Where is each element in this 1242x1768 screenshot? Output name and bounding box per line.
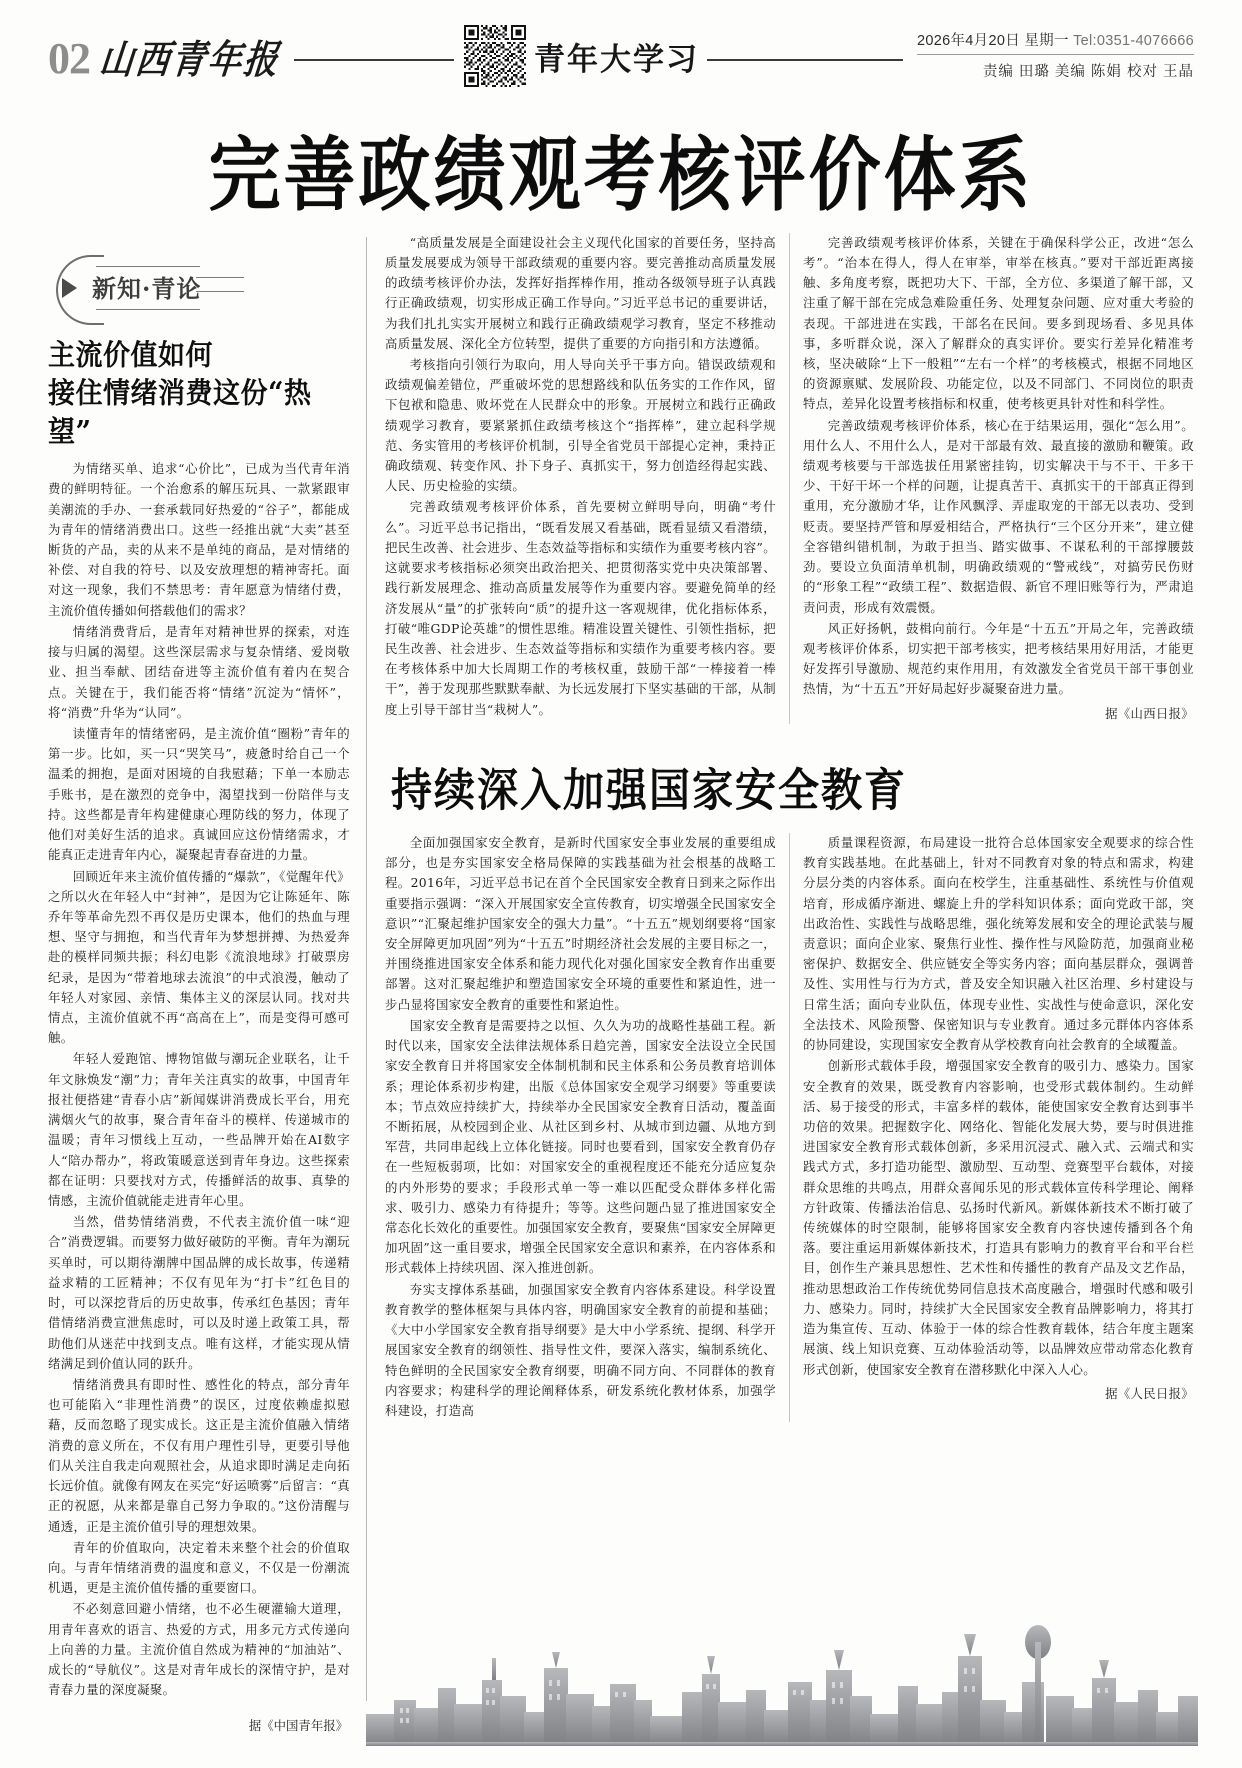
page-title: 完善政绩观考核评价体系 xyxy=(208,126,1034,222)
badge-line-4 xyxy=(196,291,244,292)
staff-credits: 责编 田璐 美编 陈娟 校对 王晶 xyxy=(982,64,1194,80)
article-one-col-2 xyxy=(790,233,1194,724)
masthead-rule-right xyxy=(707,59,903,61)
paragraph: 情绪消费具有即时性、感性化的特点，部分青年也可能陷入“非理性消费”的误区，过度依赖虚拟慰藉，反而忽略了现实成长。这正是主流价值融入情绪消费的意义所在，不仅有用户理性引导，更要引导他们从关注自我走向观照社会，从追求即时满足走向拓长远价值。就像有网友在买完“好运喷雾”后留言：“真正的祝愿，从来都是靠自己努力争取的。”这份清醒与通透，正是主流价值引导的理想效果。 xyxy=(48,1376,350,1534)
paper-nameplate: 山西青年报 xyxy=(97,37,282,84)
paragraph: 读懂青年的情绪密码，是主流价值“圈粉”青年的第一步。比如，买一只“哭笑马”，疲惫时给自己一个温柔的拥抱，是面对困境的自我慰藉；下单一本励志手账书，是在激烈的竞争中，渴望找到一份陪伴与支持。这些都是青年构建健康心理防线的努力，体现了他们对美好生活的追求。真诚回应这份情绪需求，才能真正走进青年内心，凝聚起青春奋进的力量。 xyxy=(48,725,350,863)
article-two xyxy=(385,833,1194,1422)
article-one-col-1 xyxy=(385,233,789,724)
badge-line-3 xyxy=(196,277,244,278)
article-two-col-2 xyxy=(790,833,1194,1422)
paragraph: 不必刻意回避小情绪，也不必生硬灌输大道理，用青年喜欢的语言、热爱的方式，用多元方式传递向上向善的力量。主流价值自然成为精神的“加油站”、成长的“导航仪”。这是对青年成长的深情守护，是对青春力量的深度凝聚。 xyxy=(48,1601,350,1698)
publication-date: 2026年4月20日 xyxy=(917,33,1020,49)
paragraph: 青年的价值取向，决定着未来整个社会的价值取向。与青年情绪消费的温度和意义，不仅是一份潮流机遇，更是主流价值传播的重要窗口。 xyxy=(48,1539,350,1596)
section-badge xyxy=(48,251,350,325)
article-two-col-1 xyxy=(385,833,789,1422)
masthead xyxy=(48,0,1194,112)
paragraph: 质量课程资源，布局建设一批符合总体国家安全观要求的综合性教育实践基地。在此基础上，针对不同教育对象的特点和需求，构建分层分类的内容体系。面向在校学生，注重基础性、系统性与价值观培育，形成循序渐进、螺旋上升的学科知识体系；面向党政干部，突出政治性、实践性与战略思维，强化统筹发展和安全的理论武装与履责意识；面向企业家、聚焦行业性、操作性与风险防范，加强商业秘密保护、数据安全、供应链安全等实务内容；面向基层群众，强调普及性、实用性与行为方式，普及安全知识融入社区治理、乡村建设与日常生活；面向专业队伍，体现专业性、实战性与使命意识，深化安全法技术、风险预警、保密知识与专业教育。通过多元群体内容体系的协同建设，实现国家安全教育从学校教育向社会教育的全域覆盖。 xyxy=(803,834,1194,1053)
paragraph: 风正好扬帆，鼓楫向前行。今年是“十五五”开局之年，完善政绩观考核评价体系，切实把干部考核实，把考核结果用好用活，才能更好发挥引导激励、规范约束作用用，有效激发全省党员干部干事创业热情，为“十五五”开好局起好步凝聚奋进力量。 xyxy=(803,620,1194,697)
play-triangle-icon xyxy=(62,278,77,298)
paragraph: 创新形式载体手段，增强国家安全教育的吸引力、感染力。国家安全教育的效果，既受教育内容影响，也受形式载体制约。生动鲜活、易于接受的形式，丰富多样的载体，能使国家安全教育达到事半功倍的效果。把握数字化、网络化、智能化发展大势，要与时俱进推进国家安全教育形式载体创新，多采用沉浸式、融入式、云端式和实践式方式，多打造功能型、激励型、互动型、竞赛型平台载体，对接群众思维的共鸣点，用群众喜闻乐见的形式载体宣传科学理论、阐释方针政策、传播法治信息、弘扬时代新风。新媒体新技术不断打破了传统媒体的时空限制，能够将国家安全教育内容快速传播到各个角落。要注重运用新媒体新技术，打造具有影响力的教育平台和平台栏目，创作生产兼具思想性、艺术性和传播性的教育产品及文艺作品，推动思想政治工作传统优势同信息技术高度融合，增强时代感和吸引力、感染力。同时，持续扩大全民国家安全教育品牌影响力，将其打造为集宣传、互动、体验于一体的综合性教育载体，结合年度主题案展演、线上知识竞赛、互动体验活动等，以品牌效应带动常态化教育形式创新，使国家安全教育在潜移默化中深入人心。 xyxy=(803,1058,1194,1377)
paragraph: 情绪消费背后，是青年对精神世界的探索，对连接与归属的渴望。这些深层需求与复杂情绪、爱岗敬业、担当奉献、团结奋进等主流价值有着内在契合点。关键在于，我们能否将“情绪”沉淀为“情怀”，将“消费”升华为“认同”。 xyxy=(48,623,350,720)
paragraph: 夯实支撑体系基础，加强国家安全教育内容体系建设。科学设置教育教学的整体框架与具体内容，明确国家安全教育的前提和基础；《大中小学国家安全教育指导纲要》是大中小学系统、提纲、科学开展国家安全教育的纲领性、指导性文件，要深入落实，编制系统化、特色鲜明的全民国家安全教育纲要，明确不同方向、不同群体的教育内容要求；构建科学的理论阐释体系，研发系统化教材体系，加强学科建设，打造高 xyxy=(385,1281,776,1418)
paragraph: 国家安全教育是需要持之以恒、久久为功的战略性基础工程。新时代以来，国家安全法律法规体系日趋完善，国家安全法设立全民国家安全教育日并将国家安全体制机制和民主体系和公务员教育培训体系；理论体系初步构建，出版《总体国家安全观学习纲要》等重要读本；节点效应持续扩大，持续举办全民国家安全教育日活动，覆盖面不断拓展，从校园到企业、从社区到乡村、从城市到边疆、从地方到军营，共同串起线上立体化链接。同时也要看到，国家安全教育仍存在一些短板弱项，比如：对国家安全的重视程度还不能充分适应复杂的内外形势的要求；手段形式单一等一难以匹配受众群体多样化需求、吸引力、感染力有待提升；等等。这些问题凸显了推进国家安全常态化长效化的重要性。加强国家安全教育，要聚焦“国家安全屏障更加巩固”这一重目要求，增强全民国家安全意识和素养，在内容体系和形式载体上持续巩固、深入推进创新。 xyxy=(385,1017,776,1276)
paragraph: 年轻人爱跑馆、博物馆做与潮玩企业联名，让千年文脉焕发“潮”力；青年关注真实的故事，中国青年报社便搭建“青春小店”新闻媒讲消费成长平台，用充满烟火气的故事，聚合青年奋斗的模样、传递城市的温暖；青年习惯线上互动，一些品牌开始在AI数字人“陪办帮办”，将政策暖意送到青年身边。这些探索都在证明：只要找对方式，传播鲜活的故事、真挚的情感，主流价值就能走进青年心里。 xyxy=(48,1051,350,1209)
right-column xyxy=(367,233,1194,1423)
paragraph: “高质量发展是全面建设社会主义现代化国家的首要任务，坚持高质量发展要成为领导干部政绩观的重要内容。要完善推动高质量发展的政绩考核评价办法，发挥好指挥棒作用，推动各级领导班子认真践行正确政绩观，切实形成正确工作导向。”习近平总书记的重要讲话，为我们扎扎实实开展树立和践行正确政绩观学习教育，坚定不移推动高质量发展、深化全方位转型，提供了重要的方向指引和方法遵循。 xyxy=(385,234,776,351)
badge-line-1 xyxy=(96,266,200,267)
paragraph: 当然，借势情绪消费，不代表主流价值一味“迎合”消费逻辑。而要努力做好破防的平衡。青年为潮玩买单时，可以期待潮牌中国品牌的成长故事，传递精益求精的工匠精神；不仅有见年为“打卡”红色目的时，可以深挖背后的历史故事，传承红色基因；青年借情绪消费宣泄焦虑时，可以及时递上政策工具，帮助他们从迷茫中找到支点。唯有这样，才能实现从情绪满足到价值认同的跃升。 xyxy=(48,1214,350,1371)
left-article-title-line1: 主流价值如何 xyxy=(48,338,213,372)
page-number: 02 xyxy=(48,34,90,83)
article-one xyxy=(385,233,1194,724)
qr-code-icon[interactable] xyxy=(464,25,526,87)
weekday: 星期一 xyxy=(1024,33,1069,49)
meta-divider xyxy=(917,54,1194,55)
column-brand: 青年大学习 xyxy=(534,41,699,78)
paragraph: 全面加强国家安全教育，是新时代国家安全事业发展的重要组成部分，也是夯实国家安全格局保障的实践基础为社会根基的战略工程。2016年，习近平总书记在首个全民国家安全教育日到来之际作出重要指示强调：“深入开展国家安全宣传教育，切实增强全民国家安全意识”“汇聚起维护国家安全的强大力量”。“十五五”规划纲要将“国家安全屏障更加巩固”列为“十五五”时期经济社会发展的主要目标之一，并围绕推进国家安全体系和能力现代化对强化国家安全教育作出重要部署。这对汇聚起维护和塑造国家安全环境的重要性和紧迫性，进一步凸显将国家安全教育的重要性和紧迫性。 xyxy=(385,834,776,1012)
paragraph: 回顾近年来主流价值传播的“爆款”，《觉醒年代》之所以火在年轻人中“封神”，是因为它让陈延年、陈乔年等革命先烈不再仅是历史课本，他们的热血与理想、坚守与拥抱，和当代青年为梦想拼搏、为热爱奔赴的模样同频共振；科幻电影《流浪地球》打破票房纪录，是因为“带着地球去流浪”的中式浪漫，触动了年轻人对家园、亲情、集体主义的深层认同。找对共情点，主流价值就不再“高高在上”，而是变得可感可触。 xyxy=(48,868,350,1046)
paragraph: 完善政绩观考核评价体系，关键在于确保科学公正，改进“怎么考”。“治本在得人，得人在审举，审举在核真。”要对干部近距离接触、多角度考察，既把功大下、干部，全方位、多渠道了解干部，又注重了解干部在完成急难险重任务、处理复杂问题、应对重大考验的表现。干部进进在实践，干部名在民间。要多到现场看、多见具体事，多听群众说，深入了解群众的真实评价。要实行差异化精准考核，坚决破除“上下一般粗”“左右一个样”的考核模式，根据不同地区的资源禀赋、发展阶段、功能定位，以及不同部门、不同岗位的职责特点，差异化设置考核指标和权重，使考核更具针对性和科学性。 xyxy=(803,234,1194,412)
left-article-title xyxy=(48,337,350,452)
body-grid xyxy=(48,233,1194,1702)
paragraph: 完善政绩观考核评价体系，核心在于结果运用，强化“怎么用”。用什么人、不用什么人，是对干部最有效、最直接的激励和鞭策。政绩观考核要与干部选拔任用紧密挂钩，切实解决干与不干、干多干少、干好干坏一个样的问题，让提真苦干、真抓实干的干部真正得到重用，充分激励才华，让作风飘浮、弄虚取宠的干部无以表功、受到贬责。要坚持严管和厚爱相结合，严格执行“三个区分开来”，建立健全容错纠错机制，为敢于担当、踏实做事、不谋私利的干部撑腰鼓劲。要设立负面清单机制，明确政绩观的“警戒线”，对搞劳民伤财的“形象工程”“政绩工程”、数据造假、新官不理旧账等行为，严肃追责问责，形成有效震慑。 xyxy=(803,417,1194,615)
section-badge-label: 新知·青论 xyxy=(92,273,202,303)
left-article-body xyxy=(48,459,350,1700)
telephone: Tel:0351-4076666 xyxy=(1073,33,1194,49)
left-article-credit: 据《中国青年报》 xyxy=(248,1718,348,1733)
article-two-credit: 据《人民日报》 xyxy=(1105,1385,1194,1401)
paragraph: 完善政绩观考核评价体系，首先要树立鲜明导向，明确“考什么”。习近平总书记指出，“既看发展又看基础，既看显绩又看潜绩，把民生改善、社会进步、生态效益等指标和实绩作为重要考核内容”。这就要求考核指标必须突出政治把关、把贯彻落实党中央决策部署、践行新发展理念、推动高质量发展等作为重要内容。要避免简单的经济发展从“量”的扩张转向“质”的提升这一客观规律，优化指标体系，打破“唯GDP论英雄”的惯性思维。精准设置关键性、引领性指标，把民生改善、社会进步、生态效益等指标和实绩作为重要考核内容。要在考核体系中加大长周期工作的考核权重，鼓励干部“一棒接着一棒干”，善于发现那些默默奉献、为长远发展打下坚实基础的干部，从制度上引导干部甘当“栽树人”。 xyxy=(385,499,776,717)
left-column xyxy=(48,233,366,1702)
paragraph: 考核指向引领行为取向，用人导向关乎干事方向。错误政绩观和政绩观偏差错位，严重破坏党的思想路线和队伍务实的工作作风，留下包袱和隐患、败坏党在人民群众中的形象。开展树立和践行正确政绩观学习教育，要紧紧抓住政绩考核这个“指挥棒”，建立起科学规范、务实管用的考核评价机制，引导全省党员干部提心定神，秉持正确政绩观、转变作风、扑下身子、真抓实干，努力创造经得起实践、人民、历史检验的实绩。 xyxy=(385,356,776,494)
badge-line-2 xyxy=(96,309,200,310)
article-two-title: 持续深入加强国家安全教育 xyxy=(391,763,907,817)
paragraph: 为情绪买单、追求“心价比”，已成为当代青年消费的鲜明特征。一个治愈系的解压玩具、一款紧跟审美潮流的手办、一套承载同好热爱的“谷子”，都能成为青年的情绪消费出口。这些一经推出就“大卖”甚至断货的产品，卖的从来不是单纯的商品，是对情绪的补偿、对自我的符号、以及安放理想的精神寄托。面对这一现象，我们不禁思考：青年愿意为情绪付费，主流价值传播如何搭载他们的需求？ xyxy=(48,461,350,618)
left-article-title-line2: 接住情绪消费这份“热望” xyxy=(48,377,312,449)
masthead-meta xyxy=(917,29,1194,83)
article-one-credit: 据《山西日报》 xyxy=(1105,705,1194,721)
masthead-rule-left xyxy=(294,59,454,61)
